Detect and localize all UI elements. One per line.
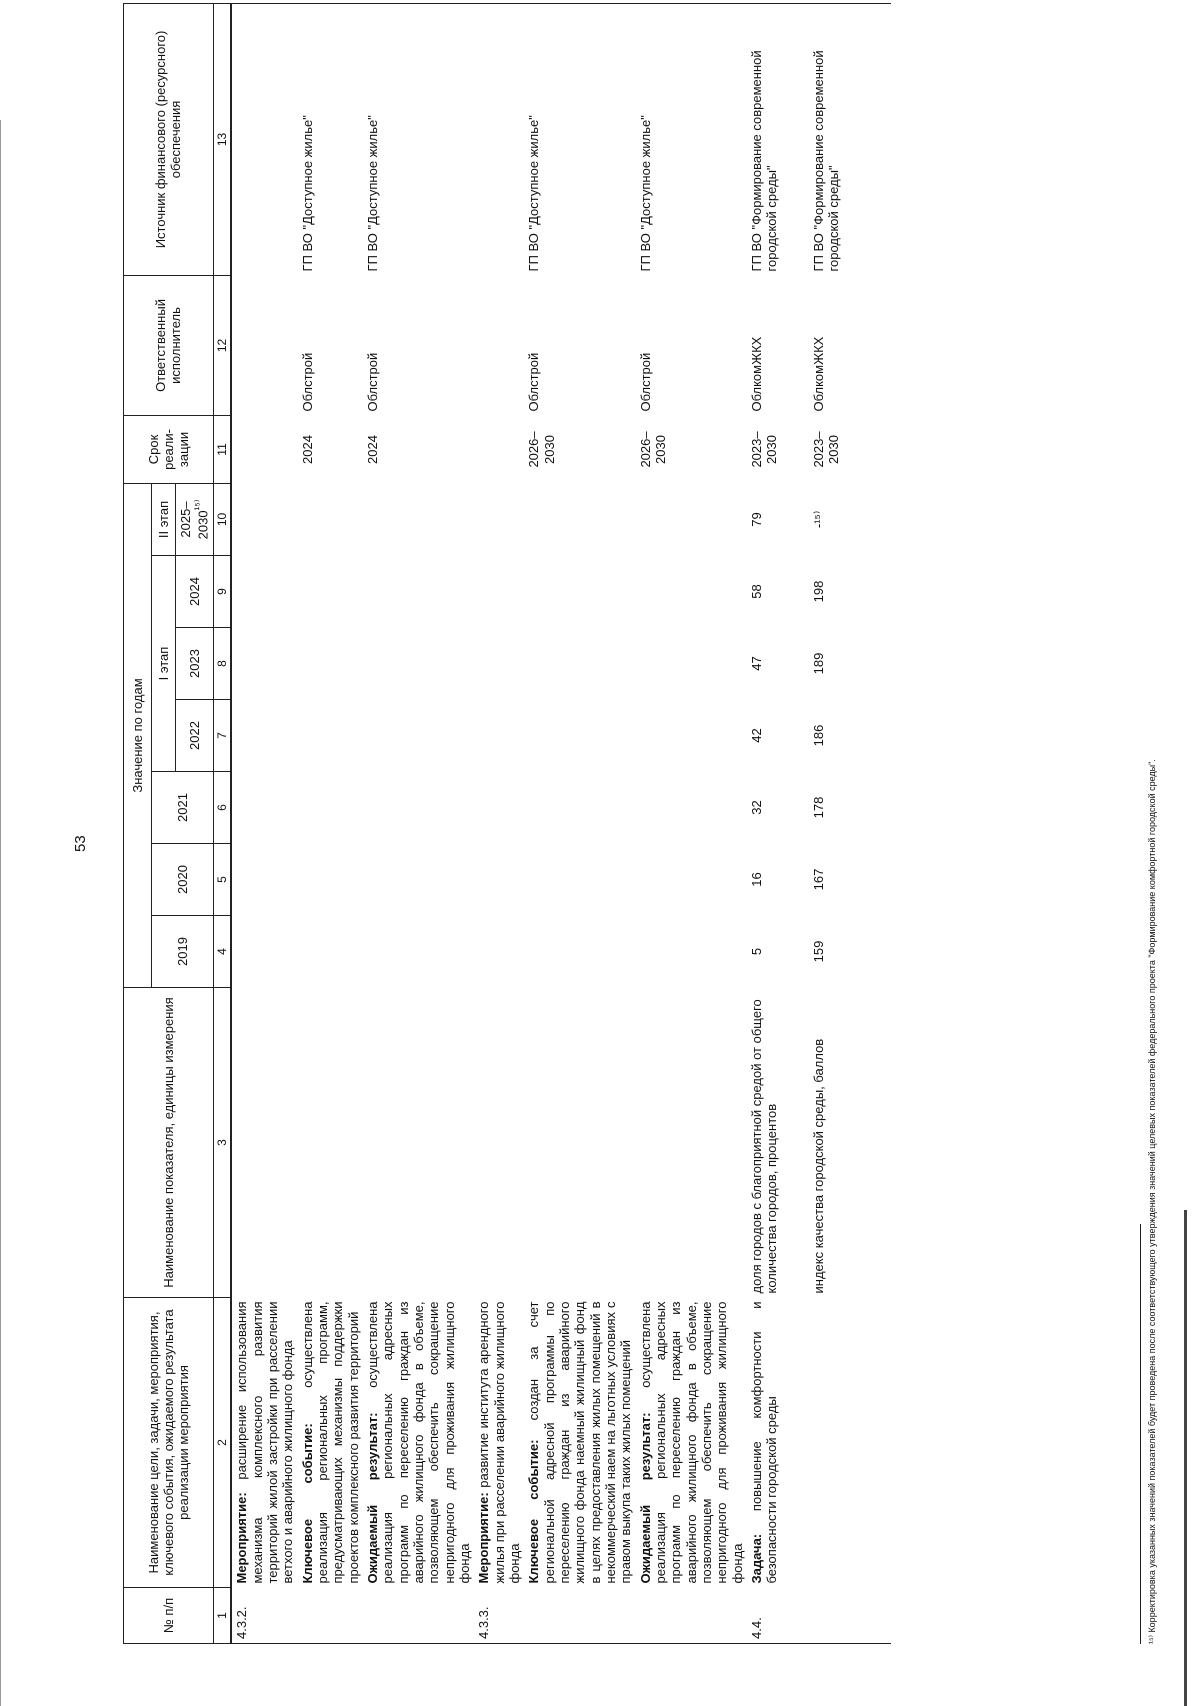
row-source: ГП ВО "Формирование современной городской среды"	[809, 3, 871, 275]
table-header	[124, 3, 232, 1643]
header-year-2022: 2022	[176, 700, 214, 772]
row-source	[231, 3, 297, 275]
row-value-v2020	[524, 844, 635, 916]
header-year-2019: 2019	[152, 916, 214, 988]
row-term	[474, 415, 524, 483]
row-executor: Облстрой	[365, 352, 381, 412]
row-description	[474, 1298, 524, 1588]
row-label: Ожидаемый результат:	[637, 1412, 653, 1584]
table-row	[231, 3, 297, 1643]
row-text: повышение комфортности и безопасности городской среды	[748, 1301, 780, 1584]
row-number	[636, 1588, 747, 1644]
row-label: Задача:	[748, 1533, 764, 1584]
column-number: 8	[213, 628, 231, 700]
row-value-v2024	[524, 556, 635, 628]
row-value-v2022: 186	[810, 724, 826, 747]
header-year-2021: 2021	[152, 772, 214, 844]
column-number: 4	[213, 916, 231, 988]
table-row	[809, 3, 871, 1643]
stage-2-footnote-mark: ¹⁵⁾	[193, 499, 206, 511]
row-term: 2023–2030	[810, 431, 842, 468]
row-value-v2024: 198	[810, 580, 826, 603]
footnote: ¹⁵⁾ Корректировка указанных значений показателей будет проведена после соответствующего утверждения значений целевых показателей федерального проекта "Формирование комфортной городской среды".	[1147, 759, 1157, 1644]
row-source: ГП ВО "Доступное жилье"	[298, 3, 363, 275]
row-value-v2019	[363, 916, 474, 988]
row-value-v2024	[474, 556, 524, 628]
row-description	[231, 1298, 297, 1588]
row-value-v2021: 32	[748, 800, 764, 815]
row-text: осуществлена реализация региональных программ, предусматривающих механизмы поддержки проектов комплексного развития территорий	[299, 1301, 361, 1584]
header-num: № п/п	[124, 1588, 214, 1644]
table-body	[231, 3, 891, 1643]
stage-2-years-text: 2025–2030	[178, 501, 211, 540]
column-number: 10	[213, 483, 231, 555]
row-value-v2021	[524, 772, 635, 844]
row-value-v2019	[636, 916, 747, 988]
row-value-v2020: 167	[810, 868, 826, 891]
row-indicator	[524, 988, 635, 1298]
table-row	[474, 3, 524, 1643]
header-term: Срок реали-зации	[124, 415, 214, 483]
row-indicator	[363, 988, 474, 1298]
column-number: 11	[213, 415, 231, 483]
header-executor: Ответственный исполнитель	[124, 275, 214, 415]
header-year-2020: 2020	[152, 844, 214, 916]
spacer-cell	[871, 1588, 891, 1644]
row-description	[809, 1298, 871, 1588]
row-value-v2030	[298, 483, 363, 555]
row-number: 4.3.2.	[231, 1588, 297, 1644]
header-stage-1: I этап	[152, 556, 176, 772]
footnote-separator	[1140, 1224, 1141, 1644]
row-indicator	[474, 988, 524, 1298]
row-value-v2023	[636, 628, 747, 700]
row-source: ГП ВО "Доступное жилье"	[636, 3, 747, 275]
row-value-v2030	[231, 483, 297, 555]
column-number: 7	[213, 700, 231, 772]
table-row	[747, 3, 809, 1643]
row-value-v2022	[524, 700, 635, 772]
row-value-v2022	[231, 700, 297, 772]
row-indicator	[231, 988, 297, 1298]
row-text: создан за счет региональной адресной программы по переселению граждан из аварийного жилищного фонда наемный жилищный фонд в целях предоставления жилых помещений в некоммерческий наем на льготных условиях с правом выкупа таких жилых помещений	[526, 1301, 634, 1584]
row-term: 2026–2030	[637, 431, 669, 468]
header-source: Источник финансового (ресурсного) обеспечения	[124, 3, 214, 275]
row-source	[474, 3, 524, 275]
table-row	[363, 3, 474, 1643]
table-row	[298, 3, 363, 1643]
row-number: 4.3.3.	[474, 1588, 524, 1644]
table-row	[524, 3, 635, 1643]
scan-edge-mark	[0, 120, 1, 1706]
row-description	[363, 1298, 474, 1588]
row-number: 4.4.	[747, 1588, 809, 1644]
row-executor: ОблкомЖКХ	[810, 336, 826, 412]
row-value-v2020	[231, 844, 297, 916]
header-values-by-year: Значение по годам	[124, 483, 152, 987]
row-description	[747, 1298, 809, 1588]
row-label: Мероприятие:	[234, 1492, 250, 1584]
spacer-cell	[871, 3, 891, 275]
row-value-v2019	[474, 916, 524, 988]
header-stage-2: II этап	[152, 483, 176, 555]
column-number: 12	[213, 275, 231, 415]
row-value-v2022	[298, 700, 363, 772]
row-value-v2030: 79	[748, 512, 764, 527]
row-executor: Облстрой	[637, 352, 653, 412]
header-name: Наименование цели, задачи, мероприятия, ключевого события, ожидаемого результата реализации мероприятия	[124, 1298, 214, 1588]
row-executor	[474, 275, 524, 415]
row-description	[298, 1298, 363, 1588]
spacer-cell	[871, 275, 891, 1587]
row-source: ГП ВО "Формирование современной городской среды"	[747, 3, 809, 275]
row-text: расширение использования механизма комплексного развития территорий жилой застройки при расселении ветхого и аварийного жилищного фонда	[234, 1301, 296, 1584]
row-value-v2030	[474, 483, 524, 555]
row-value-v2030	[636, 483, 747, 555]
column-number: 1	[213, 1588, 231, 1644]
row-value-v2023	[474, 628, 524, 700]
row-text: осуществлена реализация региональных адресных программ по переселению граждан из аварийного жилищного фонда в объеме, позволяющем обеспечить сокращение непригодного для проживания жилищного фонда	[365, 1301, 473, 1584]
row-value-v2030	[363, 483, 474, 555]
column-number: 2	[213, 1298, 231, 1588]
row-text: развитие института арендного жилья при расселении аварийного жилищного фонда	[476, 1301, 523, 1584]
row-value-v2020	[298, 844, 363, 916]
table-bottom-spacer	[871, 3, 891, 1643]
row-value-v2030	[524, 483, 635, 555]
column-number: 9	[213, 556, 231, 628]
row-term: 2026–2030	[526, 431, 557, 468]
row-label: Ключевое событие:	[299, 1423, 315, 1584]
column-number: 3	[213, 988, 231, 1298]
table-row	[636, 3, 747, 1643]
row-value-v2019: 5	[748, 947, 764, 956]
row-value-v2024	[636, 556, 747, 628]
row-executor	[231, 275, 297, 415]
row-indicator	[636, 988, 747, 1298]
column-number: 5	[213, 844, 231, 916]
row-executor: Облстрой	[299, 352, 315, 412]
row-value-v2019: 159	[810, 940, 826, 963]
row-value-v2021	[636, 772, 747, 844]
row-indicator	[298, 988, 363, 1298]
row-value-v2023: 47	[748, 656, 764, 671]
header-stage-2-years	[176, 483, 214, 555]
row-number	[809, 1588, 871, 1644]
row-label: Мероприятие:	[476, 1492, 492, 1584]
row-value-v2023	[524, 628, 635, 700]
row-value-v2021: 178	[810, 796, 826, 819]
row-value-v2019	[524, 916, 635, 988]
row-value-v2022	[636, 700, 747, 772]
row-value-v2022: 42	[748, 728, 764, 743]
row-number	[363, 1588, 474, 1644]
indicators-table	[123, 3, 891, 1644]
row-number	[298, 1588, 363, 1644]
row-text: осуществлена реализация региональных адресных программ по переселению граждан из аварийного жилищного фонда в объеме, позволяющем обеспечить сокращение непригодного для проживания жилищного фонда	[637, 1301, 745, 1584]
row-source: ГП ВО "Доступное жилье"	[524, 3, 635, 275]
row-description	[524, 1298, 635, 1588]
row-value-v2019	[231, 916, 297, 988]
row-value-v2021	[231, 772, 297, 844]
page-number: 53	[72, 835, 89, 852]
row-term	[231, 415, 297, 483]
row-number	[524, 1588, 635, 1644]
row-value-v2021	[363, 772, 474, 844]
row-value-v2022	[474, 700, 524, 772]
row-indicator: индекс качества городской среды, баллов	[810, 1038, 826, 1294]
scan-edge-mark	[1184, 1210, 1187, 1706]
row-value-v2022	[363, 700, 474, 772]
column-number: 13	[213, 3, 231, 275]
row-value-v2023	[231, 628, 297, 700]
row-source: ГП ВО "Доступное жилье"	[363, 3, 474, 275]
row-value-v2023	[298, 628, 363, 700]
row-value-v2024	[298, 556, 363, 628]
row-description	[636, 1298, 747, 1588]
row-executor: ОблкомЖКХ	[748, 336, 764, 412]
header-indicator: Наименование показателя, единицы измерения	[124, 988, 214, 1298]
row-term: 2023–2030	[748, 431, 780, 468]
row-value-v2030: -¹⁵⁾	[810, 510, 826, 529]
row-executor: Облстрой	[526, 352, 542, 412]
row-value-v2020: 16	[748, 872, 764, 887]
row-label: Ключевое событие:	[526, 1439, 542, 1584]
row-value-v2024: 58	[748, 584, 764, 599]
row-value-v2020	[474, 844, 524, 916]
row-value-v2020	[363, 844, 474, 916]
row-value-v2019	[298, 916, 363, 988]
row-value-v2024	[231, 556, 297, 628]
header-year-2023: 2023	[176, 628, 214, 700]
row-value-v2021	[298, 772, 363, 844]
row-label: Ожидаемый результат:	[365, 1412, 381, 1584]
row-term: 2024	[299, 435, 315, 464]
column-number: 6	[213, 772, 231, 844]
row-value-v2024	[363, 556, 474, 628]
row-value-v2023	[363, 628, 474, 700]
row-indicator: доля городов с благоприятной средой от общего количества городов, процентов	[748, 999, 780, 1294]
row-term: 2024	[365, 435, 381, 464]
row-value-v2023: 189	[810, 652, 826, 675]
header-year-2024: 2024	[176, 556, 214, 628]
row-value-v2020	[636, 844, 747, 916]
row-value-v2021	[474, 772, 524, 844]
